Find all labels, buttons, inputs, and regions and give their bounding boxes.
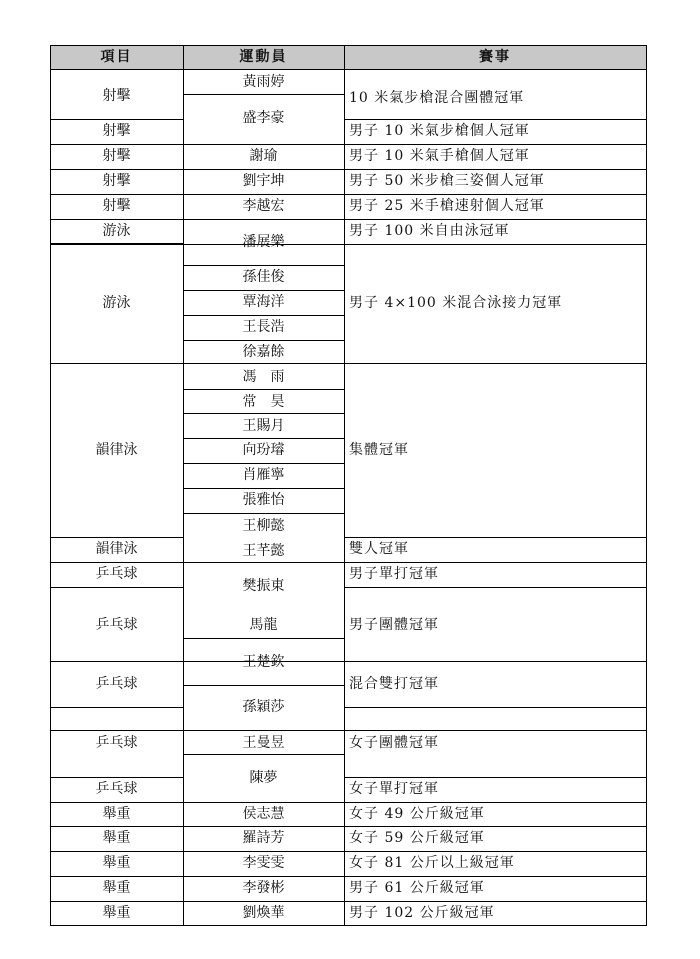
table-rule-horizontal: [183, 513, 345, 514]
table-rule-horizontal: [50, 826, 647, 827]
athlete-cell: 李雯雯: [242, 855, 285, 871]
athlete-cell: 李越宏: [242, 198, 285, 214]
event-cell: 10 米氣步槍混合團體冠軍: [349, 90, 525, 106]
sport-cell: 舉重: [102, 806, 131, 822]
table-rule-horizontal: [50, 587, 184, 588]
table-rule-horizontal: [50, 169, 647, 170]
sport-cell: 射擊: [102, 148, 131, 164]
athlete-cell: 肖雁寧: [242, 467, 285, 483]
athlete-cell: 王芊懿: [242, 543, 285, 559]
table-rule-horizontal: [50, 119, 184, 120]
sport-cell: 乒乓球: [95, 735, 138, 751]
athlete-cell: 張雅怡: [242, 492, 285, 508]
athlete-cell: 羅詩芳: [242, 830, 285, 846]
table-rule-horizontal: [50, 69, 647, 70]
sport-cell: 射擊: [102, 88, 131, 104]
athlete-cell: 王長浩: [242, 319, 285, 335]
athlete-cell: 陳夢: [249, 770, 278, 786]
table-rule-horizontal: [50, 851, 647, 852]
athlete-cell: 向玢璿: [242, 442, 285, 458]
sport-cell: 射擊: [102, 123, 131, 139]
header-event: 賽事: [479, 49, 511, 65]
table-rule-horizontal: [50, 707, 184, 708]
sport-cell: 乒乓球: [95, 617, 138, 633]
sport-cell: 韻律泳: [95, 541, 138, 557]
athlete-cell: 王曼昱: [242, 735, 285, 751]
athlete-cell: 孫佳俊: [242, 269, 285, 285]
sport-cell: 乒乓球: [95, 781, 138, 797]
event-cell: 男子單打冠軍: [349, 566, 439, 582]
table-rule-horizontal: [183, 290, 345, 291]
table-rule-horizontal: [50, 661, 647, 662]
table-rule-horizontal: [183, 315, 345, 316]
sport-cell: 舉重: [102, 855, 131, 871]
header-sport: 項目: [100, 49, 133, 65]
table-rule-horizontal: [183, 340, 345, 341]
event-cell: 女子團體冠軍: [349, 735, 439, 751]
table-rule-horizontal: [50, 363, 647, 364]
table-rule-horizontal: [183, 413, 345, 414]
athlete-cell: 孫穎莎: [242, 699, 285, 715]
sport-cell: 游泳: [102, 295, 131, 311]
table-rule-horizontal: [50, 562, 647, 563]
table-rule-horizontal: [183, 463, 345, 464]
event-cell: 男子 102 公斤級冠軍: [349, 905, 495, 921]
event-cell: 雙人冠軍: [349, 541, 409, 557]
table-rule-horizontal: [50, 45, 647, 46]
table-rule-horizontal: [183, 438, 345, 439]
athlete-cell: 常 昊: [242, 394, 285, 410]
table-rule-horizontal: [344, 587, 647, 588]
table-rule-horizontal: [344, 707, 647, 708]
athlete-cell: 侯志慧: [242, 806, 285, 822]
event-cell: 女子 81 公斤以上級冠軍: [349, 855, 515, 871]
athlete-cell: 潘展樂: [242, 234, 285, 250]
table-rule-horizontal: [50, 243, 184, 244]
table-rule-horizontal: [50, 537, 184, 538]
athlete-cell: 徐嘉餘: [242, 344, 285, 360]
athlete-cell: 樊振東: [242, 578, 285, 594]
athlete-cell: 謝瑜: [249, 148, 278, 164]
table-rule-horizontal: [183, 754, 345, 755]
athlete-cell: 馮 雨: [242, 369, 285, 385]
table-rule-horizontal: [50, 901, 647, 902]
event-cell: 女子單打冠軍: [349, 781, 439, 797]
table-rule-horizontal: [183, 488, 345, 489]
event-cell: 男子 25 米手槍速射個人冠軍: [349, 198, 545, 214]
athlete-cell: 李發彬: [242, 880, 285, 896]
event-cell: 男子 10 米氣手槍個人冠軍: [349, 148, 530, 164]
event-cell: 男子 100 米自由泳冠軍: [349, 223, 510, 239]
table-rule-horizontal: [50, 244, 647, 245]
table-rule-horizontal: [344, 537, 647, 538]
sport-cell: 射擊: [102, 198, 131, 214]
sport-cell: 舉重: [102, 880, 131, 896]
table-rule-horizontal: [50, 777, 184, 778]
table-rule-horizontal: [50, 219, 647, 220]
event-cell: 混合雙打冠軍: [349, 676, 439, 692]
athlete-cell: 盛李豪: [242, 110, 285, 126]
event-cell: 集體冠軍: [349, 442, 409, 458]
event-cell: 男子 61 公斤級冠軍: [349, 880, 485, 896]
athlete-cell: 王賜月: [242, 418, 285, 434]
athlete-cell: 黃雨婷: [242, 74, 285, 90]
sport-cell: 乒乓球: [95, 676, 138, 692]
table-rule-vertical: [344, 45, 345, 926]
table-rule-horizontal: [50, 876, 647, 877]
sport-cell: 舉重: [102, 830, 131, 846]
athlete-cell: 劉煥華: [242, 905, 285, 921]
event-cell: 男子 4×100 米混合泳接力冠軍: [349, 295, 563, 311]
sport-cell: 乒乓球: [95, 566, 138, 582]
event-cell: 男子 10 米氣步槍個人冠軍: [349, 123, 530, 139]
sport-cell: 舉重: [102, 905, 131, 921]
event-cell: 男子團體冠軍: [349, 617, 439, 633]
sport-cell: 游泳: [102, 223, 131, 239]
table-rule-horizontal: [183, 685, 345, 686]
event-cell: 男子 50 米步槍三姿個人冠軍: [349, 173, 545, 189]
table-rule-horizontal: [183, 389, 345, 390]
table-rule-horizontal: [183, 265, 345, 266]
table-rule-horizontal: [50, 194, 647, 195]
table-rule-horizontal: [50, 144, 647, 145]
table-rule-horizontal: [344, 777, 647, 778]
event-cell: 女子 59 公斤級冠軍: [349, 830, 485, 846]
table-rule-horizontal: [183, 94, 345, 95]
athlete-cell: 覃海洋: [242, 294, 285, 310]
athlete-cell: 王柳懿: [242, 518, 285, 534]
table-rule-horizontal: [344, 119, 647, 120]
athlete-cell: 王楚欽: [242, 654, 285, 670]
table-rule-horizontal: [50, 802, 647, 803]
header-athlete: 運動員: [239, 49, 288, 65]
table-rule-vertical: [646, 45, 647, 926]
table-rule-horizontal: [50, 925, 647, 926]
table-rule-horizontal: [50, 730, 647, 731]
athlete-cell: 劉宇坤: [242, 173, 285, 189]
sport-cell: 韻律泳: [95, 442, 138, 458]
event-cell: 女子 49 公斤級冠軍: [349, 806, 485, 822]
athlete-cell: 馬龍: [249, 617, 278, 633]
sport-cell: 射擊: [102, 173, 131, 189]
table-rule-horizontal: [183, 638, 345, 639]
